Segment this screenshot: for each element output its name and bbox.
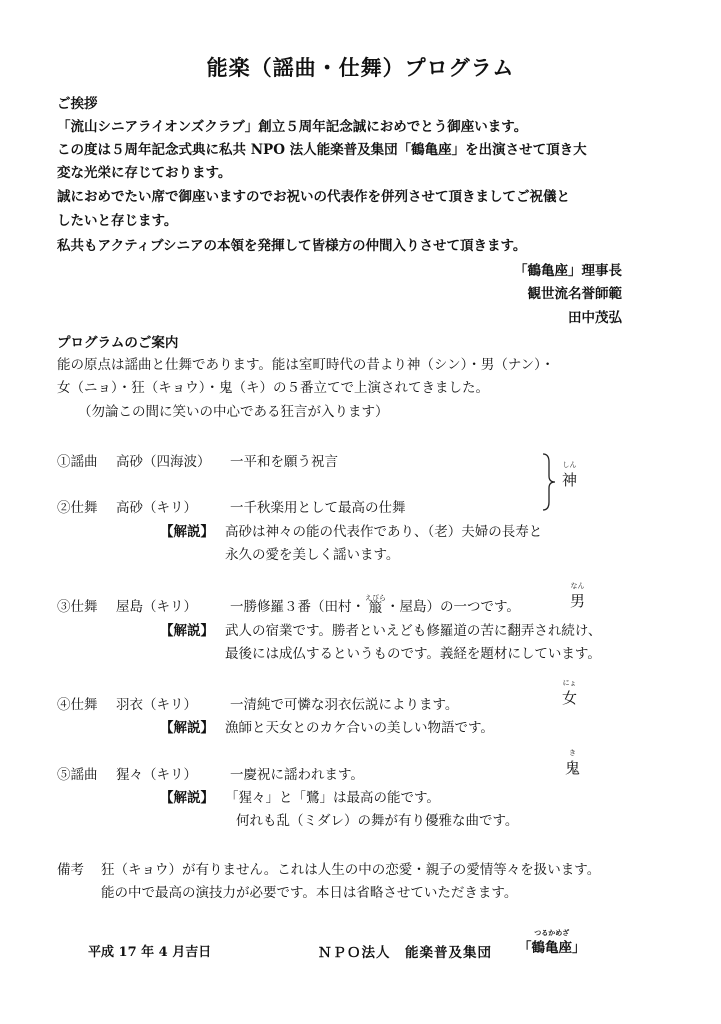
page-title: 能楽（謡曲・仕舞）プログラム	[206, 55, 515, 80]
program-title: 高砂（キリ）	[116, 500, 197, 516]
category-nan: なん 男	[570, 582, 586, 610]
program-desc: 一勝修羅３番（田村・ えびら 箙 ・屋島）の一つです。	[230, 593, 520, 616]
notes-label: 【解説】	[160, 524, 214, 540]
signature-rank: 観世流名誉師範	[527, 286, 622, 302]
notes-line: 何れも乱（ミダレ）の舞が有り優雅な曲です。	[236, 813, 519, 829]
greeting-line: したいと存じます。	[57, 213, 178, 229]
program-desc: 一千秋楽用として最高の仕舞	[230, 500, 406, 516]
footer-org: ＮＰＯ法人 能楽普及集団	[318, 945, 492, 961]
greeting-line: 私共もアクティブシニアの本領を発揮して皆様方の仲間入りさせて頂きます。	[57, 238, 527, 254]
greeting-line: 誠におめでたい席で御座いますのでお祝いの代表作を併列させて頂きましてご祝儀と	[57, 189, 570, 205]
program-desc: 一慶祝に謡われます。	[230, 767, 364, 783]
category-ki: き 鬼	[565, 749, 581, 777]
greeting-heading: ご挨拶	[57, 96, 98, 112]
remarks-line: 狂（キョウ）が有りません。これは人生の中の恋愛・親子の愛情等々を扱います。	[101, 862, 601, 878]
program-desc: 一平和を願う祝言	[230, 454, 338, 470]
notes-line: 最後には成仏するというものです。義経を題材にしています。	[225, 646, 601, 662]
guide-line: 女（ニョ）・狂（キョウ）・鬼（キ）の５番立てで上演されてきました。	[57, 380, 489, 396]
program-number: ③仕舞	[57, 599, 98, 615]
category-shin: しん 神	[562, 461, 578, 489]
guide-line: （勿論この間に笑いの中心である狂言が入ります）	[78, 404, 389, 420]
program-number: ②仕舞	[57, 500, 98, 516]
notes-line: 「猩々」と「鷺」は最高の能です。	[225, 790, 440, 806]
program-number: ④仕舞	[57, 697, 98, 713]
footer-troupe: つるかめざ 「鶴亀座」	[518, 928, 586, 956]
signature-title: 「鶴亀座」理事長	[514, 263, 622, 279]
program-number: ⑤謡曲	[57, 767, 98, 783]
notes-line: 武人の宿業です。勝者といえども修羅道の苦に翻弄され続け、	[225, 623, 602, 639]
program-title: 高砂（四海波）	[116, 454, 211, 470]
greeting-line: この度は５周年記念式典に私共 NPO 法人能楽普及集団「鶴亀座」を出演させて頂き大	[57, 142, 587, 158]
notes-label: 【解説】	[160, 623, 214, 639]
program-title: 屋島（キリ）	[116, 599, 197, 615]
guide-line: 能の原点は謡曲と仕舞であります。能は室町時代の昔より神（シン）・男（ナン）・	[57, 357, 555, 373]
notes-label: 【解説】	[160, 790, 214, 806]
greeting-line: 「流山シニアライオンズクラブ」創立５周年記念誠におめでとう御座います。	[57, 119, 528, 135]
notes-line: 永久の愛を美しく謡います。	[225, 547, 400, 563]
footer-date: 平成 17 年 4 月吉日	[88, 945, 212, 960]
remarks-label: 備考	[57, 862, 84, 878]
program-title: 猩々（キリ）	[116, 767, 197, 783]
remarks-line: 能の中で最高の演技力が必要です。本日は省略させていただきます。	[101, 885, 518, 901]
notes-line: 漁師と天女とのカケ合いの美しい物語です。	[225, 720, 494, 736]
guide-heading: プログラムのご案内	[57, 335, 179, 351]
program-number: ①謡曲	[57, 454, 98, 470]
brace-icon	[540, 452, 560, 512]
notes-label: 【解説】	[160, 720, 214, 736]
notes-line: 高砂は神々の能の代表作であり、（老）夫婦の長寿と	[225, 524, 543, 540]
category-nyo: にょ 女	[562, 679, 578, 707]
signature-name: 田中茂弘	[568, 310, 622, 326]
program-desc: 一清純で可憐な羽衣伝説によります。	[230, 697, 459, 713]
program-title: 羽衣（キリ）	[116, 697, 197, 713]
greeting-line: 変な光栄に存じております。	[57, 165, 232, 181]
